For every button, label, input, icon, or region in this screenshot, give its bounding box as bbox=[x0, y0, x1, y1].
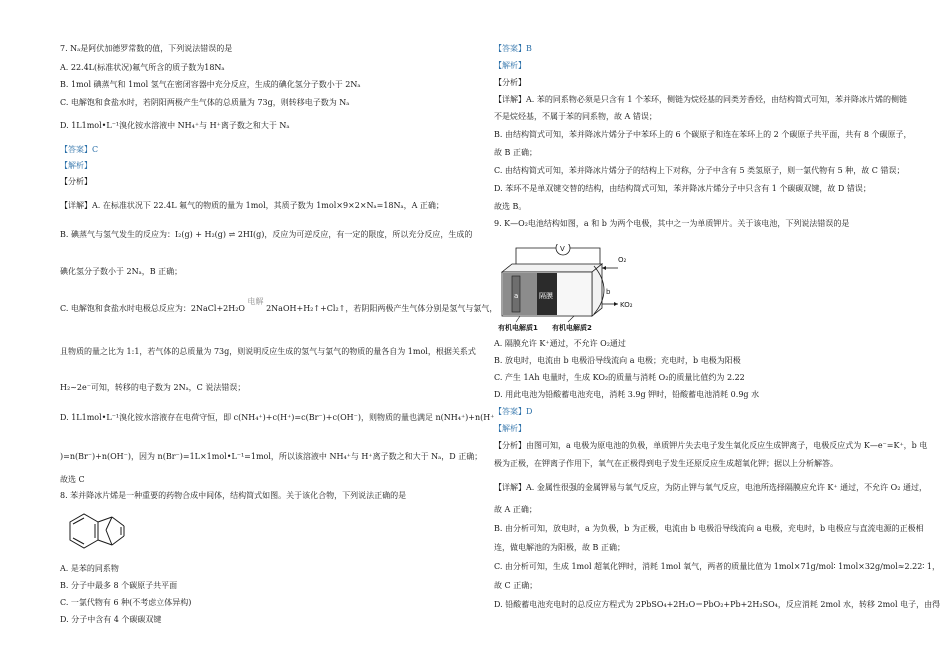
q8-option-d: D. 分子中含有 4 个碳碳双键 bbox=[60, 615, 162, 624]
q9-analysis-tag: 【解析】 bbox=[494, 424, 526, 433]
container-right-side bbox=[592, 264, 602, 316]
ring-bond-right-top bbox=[112, 517, 124, 526]
q8-detail-a2: 不是烷烃基，不属于苯的同系物，故 A 错误； bbox=[494, 112, 657, 121]
q7-detail-c1 bbox=[60, 297, 498, 314]
q7-option-d: D. 1L1mol•L⁻¹溴化铵水溶液中 NH₄⁺与 H⁺离子数之和大于 Nₐ bbox=[60, 121, 290, 130]
caption-pointer-2 bbox=[568, 316, 574, 322]
q7-conclusion: 故选 C bbox=[60, 475, 85, 484]
q7-detail-a: 【详解】A. 在标准状况下 22.4L 氟气的物质的量为 1mol，其质子数为 1mol×9×2×Nₐ=18Nₐ，A 正确； bbox=[60, 201, 444, 210]
q9-detail-a2: 故 A 正确； bbox=[494, 505, 537, 514]
q9-detail-c1: C. 由分析可知，生成 1mol 超氧化钾时，消耗 1mol 氧气，两者的质量比值为 1mol×71g/mol∶ 1mol×32g/mol≈2.22∶ 1， bbox=[494, 562, 941, 571]
wire-right bbox=[570, 248, 600, 266]
q7-detail-c2: 且物质的量之比为 1:1，若气体的总质量为 73g，则说明反应生成的氢气与氯气的物质的量各自为 1mol，根据关系式 bbox=[60, 347, 476, 356]
q7-detail-b2: 碘化氢分子数小于 2Nₐ，B 正确； bbox=[60, 267, 183, 276]
q8-detail-a1: 【详解】A. 苯的同系物必须是只含有 1 个苯环，侧链为烷烃基的同类芳香烃，由结构简式可知，苯并降冰片烯的侧链 bbox=[494, 95, 908, 104]
question-7-stem: 7. Nₐ是阿伏加德罗常数的值，下列说法错误的是 bbox=[60, 44, 233, 53]
q9-detail-c2: 故 C 正确； bbox=[494, 581, 538, 590]
q7-answer: 【答案】C bbox=[60, 145, 99, 154]
q7-detail-c1-start: C. 电解饱和食盐水时电极总反应为：2NaCl+2H₂O bbox=[60, 304, 245, 313]
ko2-label: KO₂ bbox=[620, 301, 633, 309]
ko2-arrow bbox=[614, 302, 618, 306]
q8-fenxi-tag: 【分析】 bbox=[494, 78, 526, 87]
voltmeter-label: V bbox=[560, 245, 565, 253]
electrolysis-condition: 电解 bbox=[247, 297, 264, 306]
benzene-ring bbox=[70, 514, 98, 548]
electrode-b-label: b bbox=[606, 288, 611, 296]
q9-fenxi-2: 极为正极，在钾离子作用下，氧气在正极得到电子发生还原反应生成超氧化钾；据以上分析解答。 bbox=[494, 459, 838, 468]
q7-analysis-tag: 【解析】 bbox=[60, 161, 92, 170]
q8-analysis-tag: 【解析】 bbox=[494, 61, 526, 70]
q9-detail-d1: D. 铅酸蓄电池充电时的总反应方程式为 2PbSO₄+2H₂O＝PbO₂+Pb+2H₂SO₄，反应消耗 2mol 水，转移 2mol 电子，由得 bbox=[494, 600, 941, 609]
q9-option-d: D. 用此电池为铅酸蓄电池充电，消耗 3.9g 钾时，铅酸蓄电池消耗 0.9g 水 bbox=[494, 390, 760, 399]
q8-detail-c: C. 由结构简式可知，苯并降冰片烯分子的结构上下对称，分子中含有 5 类氢原子，则一氯代物有 5 种，故 C 错误； bbox=[494, 166, 905, 175]
q7-detail-b1: B. 碘蒸气与氢气发生的反应为：I₂(g) + H₂(g) ⇌ 2HI(g)，反应为可逆反应，有一定的限度，所以充分反应，生成的 bbox=[60, 230, 473, 239]
caption-electrolyte-2: 有机电解质2 bbox=[552, 324, 592, 332]
q9-answer: 【答案】D bbox=[494, 407, 533, 416]
caption-electrolyte-1: 有机电解质1 bbox=[498, 324, 538, 332]
q9-option-a: A. 隔膜允许 K⁺通过，不允许 O₂通过 bbox=[494, 339, 626, 348]
organic-electrolyte-2 bbox=[557, 273, 591, 315]
o2-label: O₂ bbox=[618, 256, 627, 264]
q8-detail-d: D. 苯环不是单双键交替的结构，由结构简式可知，苯并降冰片烯分子中只含有 1 个碳碳双键，故 D 错误； bbox=[494, 184, 871, 193]
q7-detail-c1-end: 2NaOH+H₂↑+Cl₂↑，若阴阳两极产生气体分别是氢气与氯气， bbox=[266, 304, 498, 313]
caption-pointer-1 bbox=[516, 316, 520, 322]
q9-detail-b2: 连，做电解池的为阳极，故 B 正确； bbox=[494, 543, 625, 552]
q8-answer: 【答案】B bbox=[494, 44, 532, 53]
container-top bbox=[502, 264, 602, 272]
electrode-a-label: a bbox=[514, 292, 519, 300]
q9-detail-b1: B. 由分析可知，放电时，a 为负极，b 为正极，电流由 b 电极沿导线流向 a 电极，充电时，b 电极应与直流电源的正极相 bbox=[494, 524, 924, 533]
question-8-stem: 8. 苯并降冰片烯是一种重要的药物合成中间体，结构简式如图。关于该化合物，下列说法正确的是 bbox=[60, 491, 407, 500]
q9-option-b: B. 放电时，电流由 b 电极沿导线流向 a 电极；充电时，b 电极为阳极 bbox=[494, 356, 741, 365]
q8-detail-b2: 故 B 正确； bbox=[494, 148, 537, 157]
q7-detail-d2: )=n(Br⁻)+n(OH⁻)，因为 n(Br⁻)=1L×1mol•L⁻¹=1mol，所以该溶液中 NH₄⁺与 H⁺离子数之和大于 Nₐ，D 正确； bbox=[60, 452, 483, 461]
o2-arrow bbox=[602, 266, 606, 270]
q9-detail-a1: 【详解】A. 金属性很强的金属钾易与氧气反应，为防止钾与氧气反应，电池所选择隔膜应允许 K⁺ 通过，不允许 O₂ 通过， bbox=[494, 483, 927, 492]
q9-option-c: C. 产生 1Ah 电量时，生成 KO₂的质量与消耗 O₂的质量比值约为 2.22 bbox=[494, 373, 745, 382]
q8-option-c: C. 一氯代物有 6 种(不考虑立体异构) bbox=[60, 598, 192, 607]
q7-option-c: C. 电解饱和食盐水时，若阴阳两极产生气体的总质量为 73g，则转移电子数为 Nₐ bbox=[60, 98, 350, 107]
ring-bond-right-bottom bbox=[112, 536, 124, 545]
benzonorbornene-structure-figure bbox=[60, 508, 140, 560]
question-9-stem: 9. K—O₂电池结构如图，a 和 b 为两个电极，其中之一为单质钾片。关于该电池，下列说法错误的是 bbox=[494, 219, 850, 228]
q7-option-a: A. 22.4L(标准状况)氟气所含的质子数为18Nₐ bbox=[60, 63, 225, 72]
q8-option-b: B. 分子中最多 8 个碳原子共平面 bbox=[60, 581, 178, 590]
q8-conclusion: 故选 B。 bbox=[494, 202, 527, 211]
q7-detail-d1: D. 1L1mol•L⁻¹溴化铵水溶液存在电荷守恒，即 c(NH₄⁺)+c(H⁺)=c(Br⁻)+c(OH⁻)，则物质的量也满足 n(NH₄⁺)+n(H⁺ bbox=[60, 413, 495, 422]
k-o2-battery-figure bbox=[494, 244, 644, 332]
q8-detail-b1: B. 由结构简式可知，苯并降冰片烯分子中苯环上的 6 个碳原子和连在苯环上的 2 个碳原子共平面，共有 8 个碳原子， bbox=[494, 130, 912, 139]
q9-fenxi-1: 【分析】由图可知，a 电极为原电池的负极，单质钾片失去电子发生氧化反应生成钾离子，电极反应式为 K—e⁻=K⁺，b 电 bbox=[494, 441, 928, 450]
q7-fenxi-tag: 【分析】 bbox=[60, 177, 92, 186]
membrane-label: 隔膜 bbox=[539, 292, 553, 300]
q8-option-a: A. 是苯的同系物 bbox=[60, 564, 119, 573]
q7-detail-c3: H₂~2e⁻可知，转移的电子数为 2Nₐ，C 说法错误； bbox=[60, 383, 246, 392]
q7-option-b: B. 1mol 碘蒸气和 1mol 氢气在密闭容器中充分反应，生成的碘化氢分子数小于 2Nₐ bbox=[60, 80, 361, 89]
